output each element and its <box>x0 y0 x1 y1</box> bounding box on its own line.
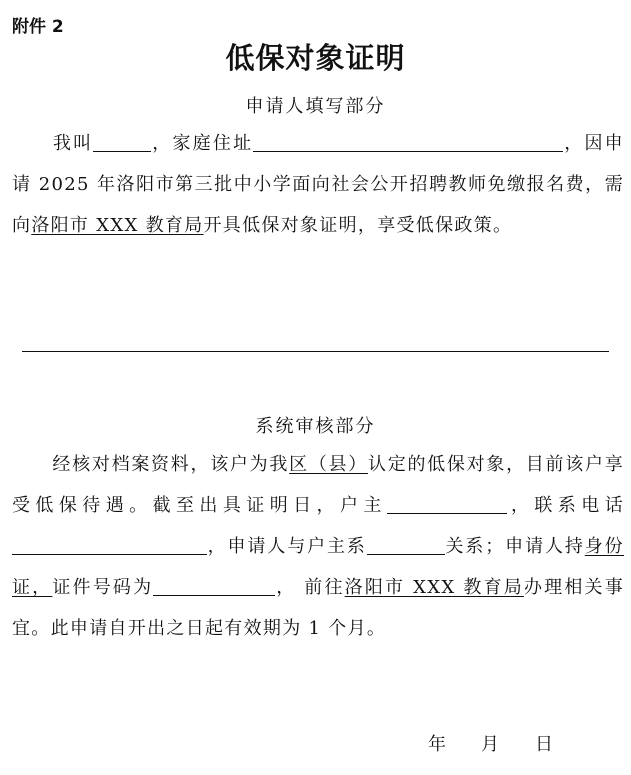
date-day: 日 <box>535 734 553 755</box>
household-head-blank[interactable] <box>387 493 507 514</box>
text-my-name-is: 我叫 <box>52 133 94 154</box>
text-handle-matters: 办理相关事宜。此申请自开出之日起有效期为 1 个月。 <box>12 577 624 639</box>
text-relationship: ，申请人与户主系 <box>207 536 367 557</box>
education-bureau-name: 洛阳市 XXX 教育局 <box>31 215 204 236</box>
review-section-heading: 系统审核部分 <box>255 416 376 437</box>
phone-blank[interactable] <box>12 534 207 555</box>
text-home-address: ，家庭住址 <box>151 133 254 154</box>
text-purpose-end: 开具低保对象证明，享受低保政策。 <box>203 215 513 236</box>
date-month: 月 <box>481 734 499 755</box>
applicant-paragraph <box>12 123 624 246</box>
relationship-blank[interactable] <box>367 534 445 555</box>
id-card-type: 身份证， <box>12 536 624 598</box>
district-county: 区（县） <box>289 454 369 475</box>
name-blank[interactable] <box>93 131 151 152</box>
text-recognized: 认定的低保对象，目前该户享受低保待遇。截至出具证明日，户主 <box>12 454 624 516</box>
text-verified: 经核对档案资料，该户为我 <box>52 454 290 475</box>
text-because: ，因 <box>563 133 605 154</box>
attachment-label: 附件 2 <box>12 17 64 37</box>
document-title: 低保对象证明 <box>225 41 406 75</box>
applicant-signature-line <box>22 351 609 352</box>
text-purpose: 申请 2025 年洛阳市第三批中小学面向社会公开招聘教师免缴报名费，需向 <box>12 133 624 236</box>
education-bureau-name: 洛阳市 XXX 教育局 <box>344 577 524 598</box>
address-blank[interactable] <box>253 131 563 152</box>
text-id-number: 证件号码为 <box>52 577 154 598</box>
id-number-blank[interactable] <box>153 575 275 596</box>
text-contact-phone: ，联系电话 <box>506 495 624 516</box>
text-go-to: ， 前往 <box>275 577 345 598</box>
text-holding: 关系；申请人持 <box>444 536 585 557</box>
date-year: 年 <box>428 734 446 755</box>
review-paragraph <box>12 444 624 649</box>
applicant-section-heading: 申请人填写部分 <box>245 96 386 117</box>
